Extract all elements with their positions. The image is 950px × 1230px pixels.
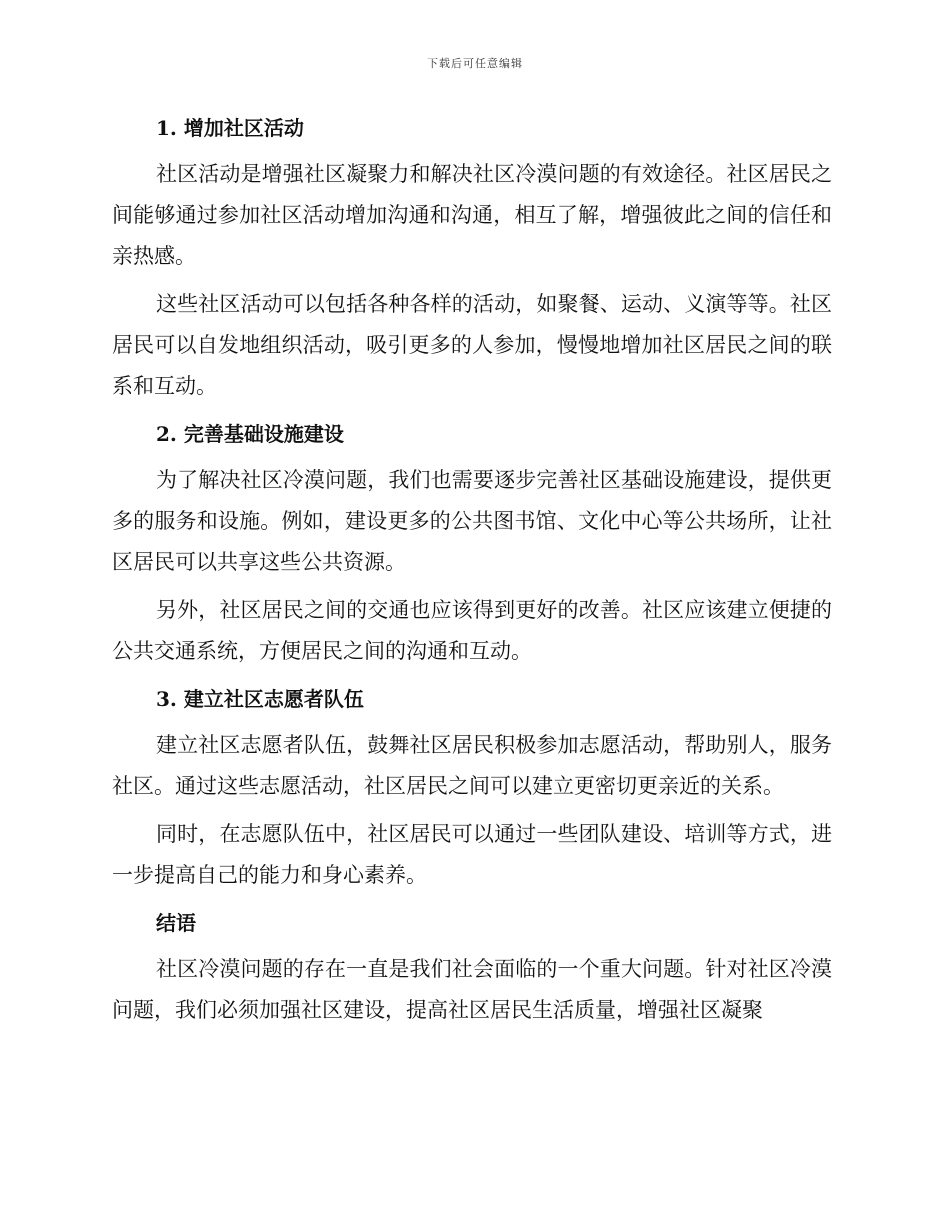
section-heading: 2. 完善基础设施建设 — [156, 422, 344, 446]
paragraph: 同时，在志愿队伍中，社区居民可以通过一些团队建设、培训等方式，进一步提高自己的能力和身心素养。 — [112, 822, 832, 887]
section-heading: 3. 建立社区志愿者队伍 — [156, 687, 364, 711]
section-heading: 1. 增加社区活动 — [156, 116, 304, 140]
paragraph: 建立社区志愿者队伍，鼓舞社区居民积极参加志愿活动，帮助别人，服务社区。通过这些志愿活动，社区居民之间可以建立更密切更亲近的关系。 — [112, 733, 832, 798]
section-heading: 结语 — [156, 911, 196, 935]
page-header: 下载后可任意编辑 — [427, 57, 523, 70]
document-body — [112, 108, 832, 1038]
paragraph: 另外，社区居民之间的交通也应该得到更好的改善。社区应该建立便捷的公共交通系统，方便居民之间的沟通和互动。 — [112, 598, 832, 663]
paragraph: 社区冷漠问题的存在一直是我们社会面临的一个重大问题。针对社区冷漠问题，我们必须加强社区建设，提高社区居民生活质量，增强社区凝聚 — [112, 957, 832, 1022]
paragraph: 这些社区活动可以包括各种各样的活动，如聚餐、运动、义演等等。社区居民可以自发地组织活动，吸引更多的人参加，慢慢地增加社区居民之间的联系和互动。 — [112, 292, 832, 398]
paragraph: 为了解决社区冷漠问题，我们也需要逐步完善社区基础设施建设，提供更多的服务和设施。例如，建设更多的公共图书馆、文化中心等公共场所，让社区居民可以共享这些公共资源。 — [112, 468, 832, 574]
paragraph: 社区活动是增强社区凝聚力和解决社区冷漠问题的有效途径。社区居民之间能够通过参加社区活动增加沟通和沟通，相互了解，增强彼此之间的信任和亲热感。 — [112, 162, 832, 268]
